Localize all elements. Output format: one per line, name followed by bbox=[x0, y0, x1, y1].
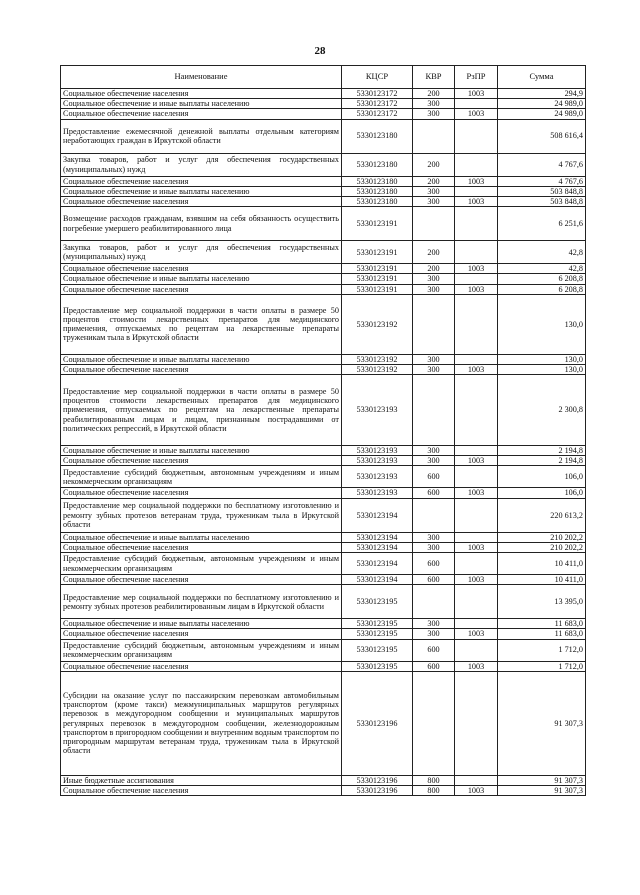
cell-name: Предоставление мер социальной поддержки по бесплатному изготовлению и ремонту зубных протезов ветеранам труда, труженикам тыла в Иркутской области bbox=[61, 498, 342, 532]
cell-name: Социальное обеспечение населения bbox=[61, 264, 342, 274]
table-row bbox=[61, 498, 586, 532]
cell-name: Иные бюджетные ассигнования bbox=[61, 775, 342, 785]
cell-name: Социальное обеспечение и иные выплаты населению bbox=[61, 99, 342, 109]
cell-kvr: 300 bbox=[413, 354, 455, 364]
table-row bbox=[61, 639, 586, 661]
table-row bbox=[61, 119, 586, 153]
cell-sum: 42,8 bbox=[498, 264, 586, 274]
cell-kvr: 300 bbox=[413, 99, 455, 109]
cell-sum: 10 411,0 bbox=[498, 553, 586, 575]
cell-rzpr bbox=[455, 466, 498, 488]
table-row bbox=[61, 207, 586, 241]
cell-sum: 42,8 bbox=[498, 241, 586, 264]
table-row bbox=[61, 375, 586, 446]
cell-kcsr: 5330123180 bbox=[342, 176, 413, 186]
table-row bbox=[61, 446, 586, 456]
cell-rzpr bbox=[455, 553, 498, 575]
cell-kvr: 300 bbox=[413, 629, 455, 639]
cell-kvr bbox=[413, 207, 455, 241]
cell-kvr: 800 bbox=[413, 775, 455, 785]
cell-rzpr bbox=[455, 153, 498, 176]
cell-kcsr: 5330123192 bbox=[342, 364, 413, 374]
cell-name: Социальное обеспечение и иные выплаты населению bbox=[61, 619, 342, 629]
cell-sum: 10 411,0 bbox=[498, 575, 586, 585]
table-row bbox=[61, 186, 586, 196]
cell-rzpr: 1003 bbox=[455, 488, 498, 498]
cell-rzpr bbox=[455, 354, 498, 364]
cell-kvr: 600 bbox=[413, 553, 455, 575]
table-row bbox=[61, 575, 586, 585]
cell-sum: 6 251,6 bbox=[498, 207, 586, 241]
cell-rzpr: 1003 bbox=[455, 785, 498, 795]
cell-kvr: 200 bbox=[413, 241, 455, 264]
cell-kcsr: 5330123195 bbox=[342, 629, 413, 639]
cell-kvr: 300 bbox=[413, 542, 455, 552]
page-number: 28 bbox=[314, 45, 326, 57]
cell-name: Социальное обеспечение населения bbox=[61, 661, 342, 671]
cell-sum: 1 712,0 bbox=[498, 639, 586, 661]
cell-sum: 210 202,2 bbox=[498, 542, 586, 552]
cell-kcsr: 5330123193 bbox=[342, 466, 413, 488]
cell-name: Возмещение расходов гражданам, взявшим на себя обязанность осуществить погребение умершего реабилитированного лица bbox=[61, 207, 342, 241]
cell-sum: 106,0 bbox=[498, 488, 586, 498]
cell-name: Предоставление мер социальной поддержки в части оплаты в размере 50 процентов стоимости лекарственных препаратов для медицинского применения, отпускаемых по рецептам на лекарственные препараты реабилитированным лицам и лицам, признанным пострадавшими от политических репрессий, в Иркутской области bbox=[61, 375, 342, 446]
cell-sum: 503 848,8 bbox=[498, 196, 586, 206]
cell-name: Социальное обеспечение населения bbox=[61, 785, 342, 795]
table-row bbox=[61, 294, 586, 354]
cell-name: Закупка товаров, работ и услуг для обеспечения государственных (муниципальных) нужд bbox=[61, 153, 342, 176]
cell-kcsr: 5330123191 bbox=[342, 241, 413, 264]
cell-kcsr: 5330123193 bbox=[342, 446, 413, 456]
cell-kcsr: 5330123192 bbox=[342, 354, 413, 364]
cell-kvr: 600 bbox=[413, 639, 455, 661]
cell-rzpr bbox=[455, 294, 498, 354]
cell-name: Социальное обеспечение населения bbox=[61, 89, 342, 99]
cell-rzpr: 1003 bbox=[455, 364, 498, 374]
table-row bbox=[61, 466, 586, 488]
cell-rzpr bbox=[455, 585, 498, 619]
cell-kvr: 300 bbox=[413, 446, 455, 456]
cell-kvr: 300 bbox=[413, 619, 455, 629]
cell-sum: 4 767,6 bbox=[498, 176, 586, 186]
cell-kvr: 600 bbox=[413, 488, 455, 498]
cell-rzpr: 1003 bbox=[455, 264, 498, 274]
cell-kcsr: 5330123180 bbox=[342, 196, 413, 206]
cell-kvr: 600 bbox=[413, 661, 455, 671]
cell-kvr: 200 bbox=[413, 89, 455, 99]
cell-sum: 13 395,0 bbox=[498, 585, 586, 619]
cell-kvr bbox=[413, 498, 455, 532]
table-row bbox=[61, 176, 586, 186]
cell-kcsr: 5330123191 bbox=[342, 274, 413, 284]
header-rzpr: РзПР bbox=[455, 66, 498, 89]
cell-rzpr bbox=[455, 241, 498, 264]
cell-kcsr: 5330123196 bbox=[342, 775, 413, 785]
cell-kvr: 300 bbox=[413, 196, 455, 206]
cell-sum: 24 989,0 bbox=[498, 99, 586, 109]
cell-sum: 508 616,4 bbox=[498, 119, 586, 153]
cell-kcsr: 5330123172 bbox=[342, 89, 413, 99]
cell-rzpr bbox=[455, 207, 498, 241]
cell-rzpr: 1003 bbox=[455, 575, 498, 585]
cell-kvr: 200 bbox=[413, 176, 455, 186]
table-row bbox=[61, 196, 586, 206]
cell-rzpr bbox=[455, 375, 498, 446]
cell-kcsr: 5330123196 bbox=[342, 671, 413, 775]
table-row bbox=[61, 99, 586, 109]
cell-sum: 130,0 bbox=[498, 354, 586, 364]
table-row bbox=[61, 264, 586, 274]
cell-rzpr: 1003 bbox=[455, 661, 498, 671]
cell-sum: 130,0 bbox=[498, 294, 586, 354]
table-row bbox=[61, 354, 586, 364]
cell-kvr: 600 bbox=[413, 575, 455, 585]
budget-table bbox=[60, 65, 586, 796]
cell-kcsr: 5330123193 bbox=[342, 456, 413, 466]
cell-sum: 294,9 bbox=[498, 89, 586, 99]
cell-kcsr: 5330123191 bbox=[342, 264, 413, 274]
header-sum: Сумма bbox=[498, 66, 586, 89]
cell-rzpr: 1003 bbox=[455, 89, 498, 99]
cell-rzpr: 1003 bbox=[455, 196, 498, 206]
table-row bbox=[61, 364, 586, 374]
table-row bbox=[61, 274, 586, 284]
cell-kcsr: 5330123194 bbox=[342, 498, 413, 532]
cell-kvr: 200 bbox=[413, 153, 455, 176]
cell-rzpr: 1003 bbox=[455, 629, 498, 639]
cell-rzpr bbox=[455, 532, 498, 542]
cell-sum: 91 307,3 bbox=[498, 671, 586, 775]
table-row bbox=[61, 488, 586, 498]
table-row bbox=[61, 619, 586, 629]
cell-rzpr: 1003 bbox=[455, 542, 498, 552]
cell-sum: 6 208,8 bbox=[498, 274, 586, 284]
cell-sum: 2 300,8 bbox=[498, 375, 586, 446]
header-kcsr: КЦСР bbox=[342, 66, 413, 89]
cell-rzpr bbox=[455, 671, 498, 775]
cell-kcsr: 5330123191 bbox=[342, 284, 413, 294]
cell-sum: 4 767,6 bbox=[498, 153, 586, 176]
cell-rzpr bbox=[455, 186, 498, 196]
cell-name: Социальное обеспечение и иные выплаты населению bbox=[61, 354, 342, 364]
cell-kvr bbox=[413, 585, 455, 619]
cell-kvr bbox=[413, 671, 455, 775]
cell-kcsr: 5330123193 bbox=[342, 488, 413, 498]
cell-rzpr: 1003 bbox=[455, 284, 498, 294]
cell-rzpr bbox=[455, 775, 498, 785]
cell-name: Социальное обеспечение населения bbox=[61, 542, 342, 552]
cell-sum: 503 848,8 bbox=[498, 186, 586, 196]
cell-sum: 130,0 bbox=[498, 364, 586, 374]
cell-kcsr: 5330123172 bbox=[342, 99, 413, 109]
cell-name: Социальное обеспечение населения bbox=[61, 629, 342, 639]
cell-name: Предоставление субсидий бюджетным, автономным учреждениям и иным некоммерческим организациям bbox=[61, 639, 342, 661]
cell-kcsr: 5330123194 bbox=[342, 542, 413, 552]
cell-kvr: 300 bbox=[413, 532, 455, 542]
table-header-row bbox=[61, 66, 586, 89]
cell-rzpr bbox=[455, 498, 498, 532]
cell-name: Социальное обеспечение населения bbox=[61, 575, 342, 585]
cell-sum: 2 194,8 bbox=[498, 446, 586, 456]
cell-kcsr: 5330123194 bbox=[342, 553, 413, 575]
cell-kcsr: 5330123180 bbox=[342, 119, 413, 153]
cell-rzpr bbox=[455, 446, 498, 456]
cell-kvr: 300 bbox=[413, 186, 455, 196]
cell-rzpr bbox=[455, 639, 498, 661]
table-row bbox=[61, 553, 586, 575]
cell-kvr: 300 bbox=[413, 284, 455, 294]
cell-kcsr: 5330123195 bbox=[342, 639, 413, 661]
table-row bbox=[61, 89, 586, 99]
cell-sum: 6 208,8 bbox=[498, 284, 586, 294]
cell-name: Социальное обеспечение населения bbox=[61, 176, 342, 186]
cell-name: Предоставление мер социальной поддержки в части оплаты в размере 50 процентов стоимости лекарственных препаратов для медицинского применения, отпускаемых по рецептам на лекарственные препараты труженикам тыла в Иркутской области bbox=[61, 294, 342, 354]
table-row bbox=[61, 585, 586, 619]
cell-kcsr: 5330123195 bbox=[342, 585, 413, 619]
cell-name: Предоставление мер социальной поддержки по бесплатному изготовлению и ремонту зубных протезов реабилитированным лицам в Иркутской области bbox=[61, 585, 342, 619]
cell-sum: 220 613,2 bbox=[498, 498, 586, 532]
cell-kvr: 300 bbox=[413, 274, 455, 284]
cell-sum: 11 683,0 bbox=[498, 629, 586, 639]
cell-name: Социальное обеспечение и иные выплаты населению bbox=[61, 532, 342, 542]
cell-rzpr bbox=[455, 274, 498, 284]
cell-sum: 2 194,8 bbox=[498, 456, 586, 466]
header-name: Наименование bbox=[61, 66, 342, 89]
cell-sum: 210 202,2 bbox=[498, 532, 586, 542]
table-row bbox=[61, 661, 586, 671]
table-row bbox=[61, 241, 586, 264]
cell-name: Предоставление ежемесячной денежной выплаты отдельным категориям неработающих граждан в Иркутской области bbox=[61, 119, 342, 153]
table-row bbox=[61, 109, 586, 119]
table-row bbox=[61, 785, 586, 795]
cell-name: Социальное обеспечение населения bbox=[61, 284, 342, 294]
cell-kvr bbox=[413, 294, 455, 354]
cell-sum: 91 307,3 bbox=[498, 785, 586, 795]
cell-name: Социальное обеспечение и иные выплаты населению bbox=[61, 446, 342, 456]
cell-rzpr bbox=[455, 119, 498, 153]
cell-rzpr bbox=[455, 619, 498, 629]
cell-sum: 106,0 bbox=[498, 466, 586, 488]
cell-rzpr: 1003 bbox=[455, 109, 498, 119]
cell-kcsr: 5330123195 bbox=[342, 619, 413, 629]
cell-kvr bbox=[413, 119, 455, 153]
cell-name: Социальное обеспечение населения bbox=[61, 456, 342, 466]
cell-name: Субсидии на оказание услуг по пассажирским перевозкам автомобильным транспортом (кроме такси) межмуниципальных маршрутов регулярных перевозок в междугородном сообщении и муниципальных маршрутов регулярных перевозок в междугородном сообщении, железнодорожным транспортом в пригородном сообщении и внутренним водным транспортом по пригородным маршрутам ветеранам труда, труженикам тыла в Иркутской области bbox=[61, 671, 342, 775]
cell-rzpr bbox=[455, 99, 498, 109]
cell-kvr: 600 bbox=[413, 466, 455, 488]
cell-name: Социальное обеспечение населения bbox=[61, 196, 342, 206]
cell-name: Социальное обеспечение населения bbox=[61, 488, 342, 498]
table-row bbox=[61, 153, 586, 176]
table-row bbox=[61, 284, 586, 294]
cell-sum: 1 712,0 bbox=[498, 661, 586, 671]
cell-kcsr: 5330123191 bbox=[342, 207, 413, 241]
cell-kvr: 300 bbox=[413, 364, 455, 374]
cell-rzpr: 1003 bbox=[455, 176, 498, 186]
table-row bbox=[61, 456, 586, 466]
cell-kvr: 300 bbox=[413, 456, 455, 466]
cell-kvr: 300 bbox=[413, 109, 455, 119]
cell-name: Социальное обеспечение и иные выплаты населению bbox=[61, 274, 342, 284]
cell-name: Предоставление субсидий бюджетным, автономным учреждениям и иным некоммерческим организациям bbox=[61, 553, 342, 575]
cell-name: Закупка товаров, работ и услуг для обеспечения государственных (муниципальных) нужд bbox=[61, 241, 342, 264]
cell-kcsr: 5330123180 bbox=[342, 186, 413, 196]
cell-kvr: 200 bbox=[413, 264, 455, 274]
cell-name: Социальное обеспечение населения bbox=[61, 364, 342, 374]
cell-kcsr: 5330123172 bbox=[342, 109, 413, 119]
cell-kcsr: 5330123180 bbox=[342, 153, 413, 176]
cell-kcsr: 5330123194 bbox=[342, 532, 413, 542]
cell-name: Предоставление субсидий бюджетным, автономным учреждениям и иным некоммерческим организациям bbox=[61, 466, 342, 488]
cell-kcsr: 5330123195 bbox=[342, 661, 413, 671]
cell-sum: 24 989,0 bbox=[498, 109, 586, 119]
cell-kvr: 800 bbox=[413, 785, 455, 795]
cell-sum: 91 307,3 bbox=[498, 775, 586, 785]
table-row bbox=[61, 532, 586, 542]
cell-kcsr: 5330123193 bbox=[342, 375, 413, 446]
table-row bbox=[61, 671, 586, 775]
cell-name: Социальное обеспечение населения bbox=[61, 109, 342, 119]
cell-name: Социальное обеспечение и иные выплаты населению bbox=[61, 186, 342, 196]
cell-kvr bbox=[413, 375, 455, 446]
cell-kcsr: 5330123192 bbox=[342, 294, 413, 354]
table-row bbox=[61, 542, 586, 552]
table-row bbox=[61, 775, 586, 785]
header-kvr: КВР bbox=[413, 66, 455, 89]
table-row bbox=[61, 629, 586, 639]
cell-kcsr: 5330123196 bbox=[342, 785, 413, 795]
cell-kcsr: 5330123194 bbox=[342, 575, 413, 585]
cell-rzpr: 1003 bbox=[455, 456, 498, 466]
cell-sum: 11 683,0 bbox=[498, 619, 586, 629]
